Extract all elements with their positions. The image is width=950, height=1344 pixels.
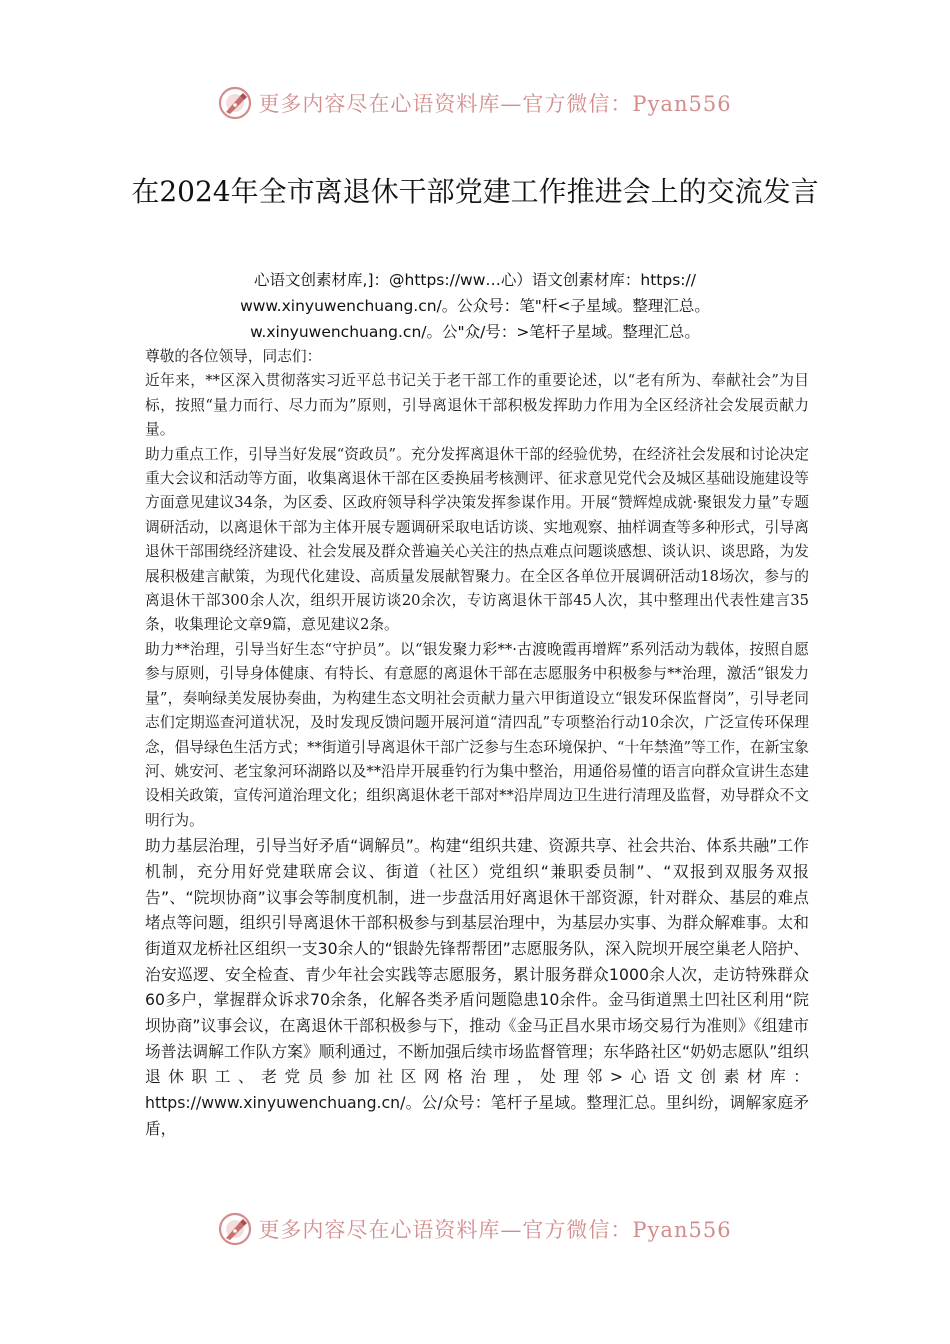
document-body [145,345,809,1142]
source-line: w.xinyuwenchuang.cn/。公"众/号：>笔杆子星域。整理汇总。 [250,323,700,341]
greeting: 尊敬的各位领导，同志们： [145,348,322,365]
banner-text: 更多内容尽在心语资料库—官方微信：Pyan556 [258,1218,732,1242]
pen-nib-logo-icon [218,1212,252,1246]
paragraph: 助力**治理，引导当好生态“守护员”。以“银发聚力彩**·古渡晚霞再增辉”系列活动为载体，按照自愿参与原则，引导身体健康、有特长、有意愿的离退休干部在志愿服务中积极参与**治理，激活“银发力量”，奏响绿美发展协奏曲，为构建生态文明社会贡献力量六甲街道设立“银发环保监督岗”，引导老同志们定期巡查河道状况，及时发现反馈问题开展河道“清四乱”专项整治行动10余次，广泛宣传环保理念，倡导绿色生活方式；**街道引导离退休干部广泛参与生态环境保护、“十年禁渔”等工作，在新宝象河、姚安河、老宝象河环湖路以及**沿岸开展垂钓行为集中整治，用通俗易懂的语言向群众宣讲生态建设相关政策，宣传河道治理文化；组织离退休老干部对**沿岸周边卫生进行清理及监督，劝导群众不文明行为。 [145,640,809,829]
paragraph: 近年来，**区深入贯彻落实习近平总书记关于老干部工作的重要论述，以“老有所为、奉献社会”为目标，按照“量力而行、尽力而为”原则，引导离退休干部积极发挥助力作用为全区经济社会发展贡献力量。 [145,372,809,439]
source-block [140,267,810,345]
source-line: 心语文创素材库,]：@https://ww…心）语文创素材库：https:// [254,271,696,289]
footer-banner[interactable] [0,1206,950,1252]
source-line: www.xinyuwenchuang.cn/。公众号：笔"杆<子星域。整理汇总。 [240,297,710,315]
document-title: 在2024年全市离退休干部党建工作推进会上的交流发言 [131,174,819,208]
paragraph: 助力基层治理，引导当好矛盾“调解员”。构建“组织共建、资源共享、社会共治、体系共融”工作机制，充分用好党建联席会议、街道（社区）党组织“兼职委员制”、“双报到双服务双报告”、“院坝协商”议事会等制度机制，进一步盘活用好离退休干部资源，针对群众、基层的难点堵点等问题，组织引导离退休干部积极参与到基层治理中，为基层办实事、为群众解难事。太和街道双龙桥社区组织一支30余人的“银龄先锋帮帮团”志愿服务队，深入院坝开展空巢老人陪护、治安巡逻、安全检查、青少年社会实践等志愿服务，累计服务群众1000余人次，走访特殊群众60多户，掌握群众诉求70余条，化解各类矛盾问题隐患10余件。金马街道黑土凹社区利用“院坝协商”议事会议，在离退休干部积极参与下，推动《金马正昌水果市场交易行为准则》《组建市场普法调解工作队方案》顺利通过，不断加强后续市场监督管理；东华路社区“奶奶志愿队”组织退休职工、老党员参加社区网格治理，处理邻>心语文创素材库：https://www.xinyuwenchuang.cn/。公/众号：笔杆子星域。整理汇总。里纠纷，调解家庭矛盾， [145,836,809,1138]
pen-nib-logo-icon [218,86,252,120]
banner-text: 更多内容尽在心语资料库—官方微信：Pyan556 [258,92,732,116]
paragraph: 助力重点工作，引导当好发展“资政员”。充分发挥离退休干部的经验优势，在经济社会发展和讨论决定重大会议和活动等方面，收集离退休干部在区委换届考核测评、征求意见党代会及城区基础设施建设等方面意见建议34条，为区委、区政府领导科学决策发挥参谋作用。开展“赞辉煌成就·聚银发力量”专题调研活动，以离退休干部为主体开展专题调研采取电话访谈、实地观察、抽样调查等多种形式，引导离退休干部围绕经济建设、社会发展及群众普遍关心关注的热点难点问题谈感想、谈认识、谈思路，为发展积极建言献策，为现代化建设、高质量发展献智聚力。在全区各单位开展调研活动18场次，参与的离退休干部300余人次，组织开展访谈20余次，专访离退休干部45人次，其中整理出代表性建言35条，收集理论文章9篇，意见建议2条。 [145,445,809,634]
header-banner[interactable] [0,80,950,126]
